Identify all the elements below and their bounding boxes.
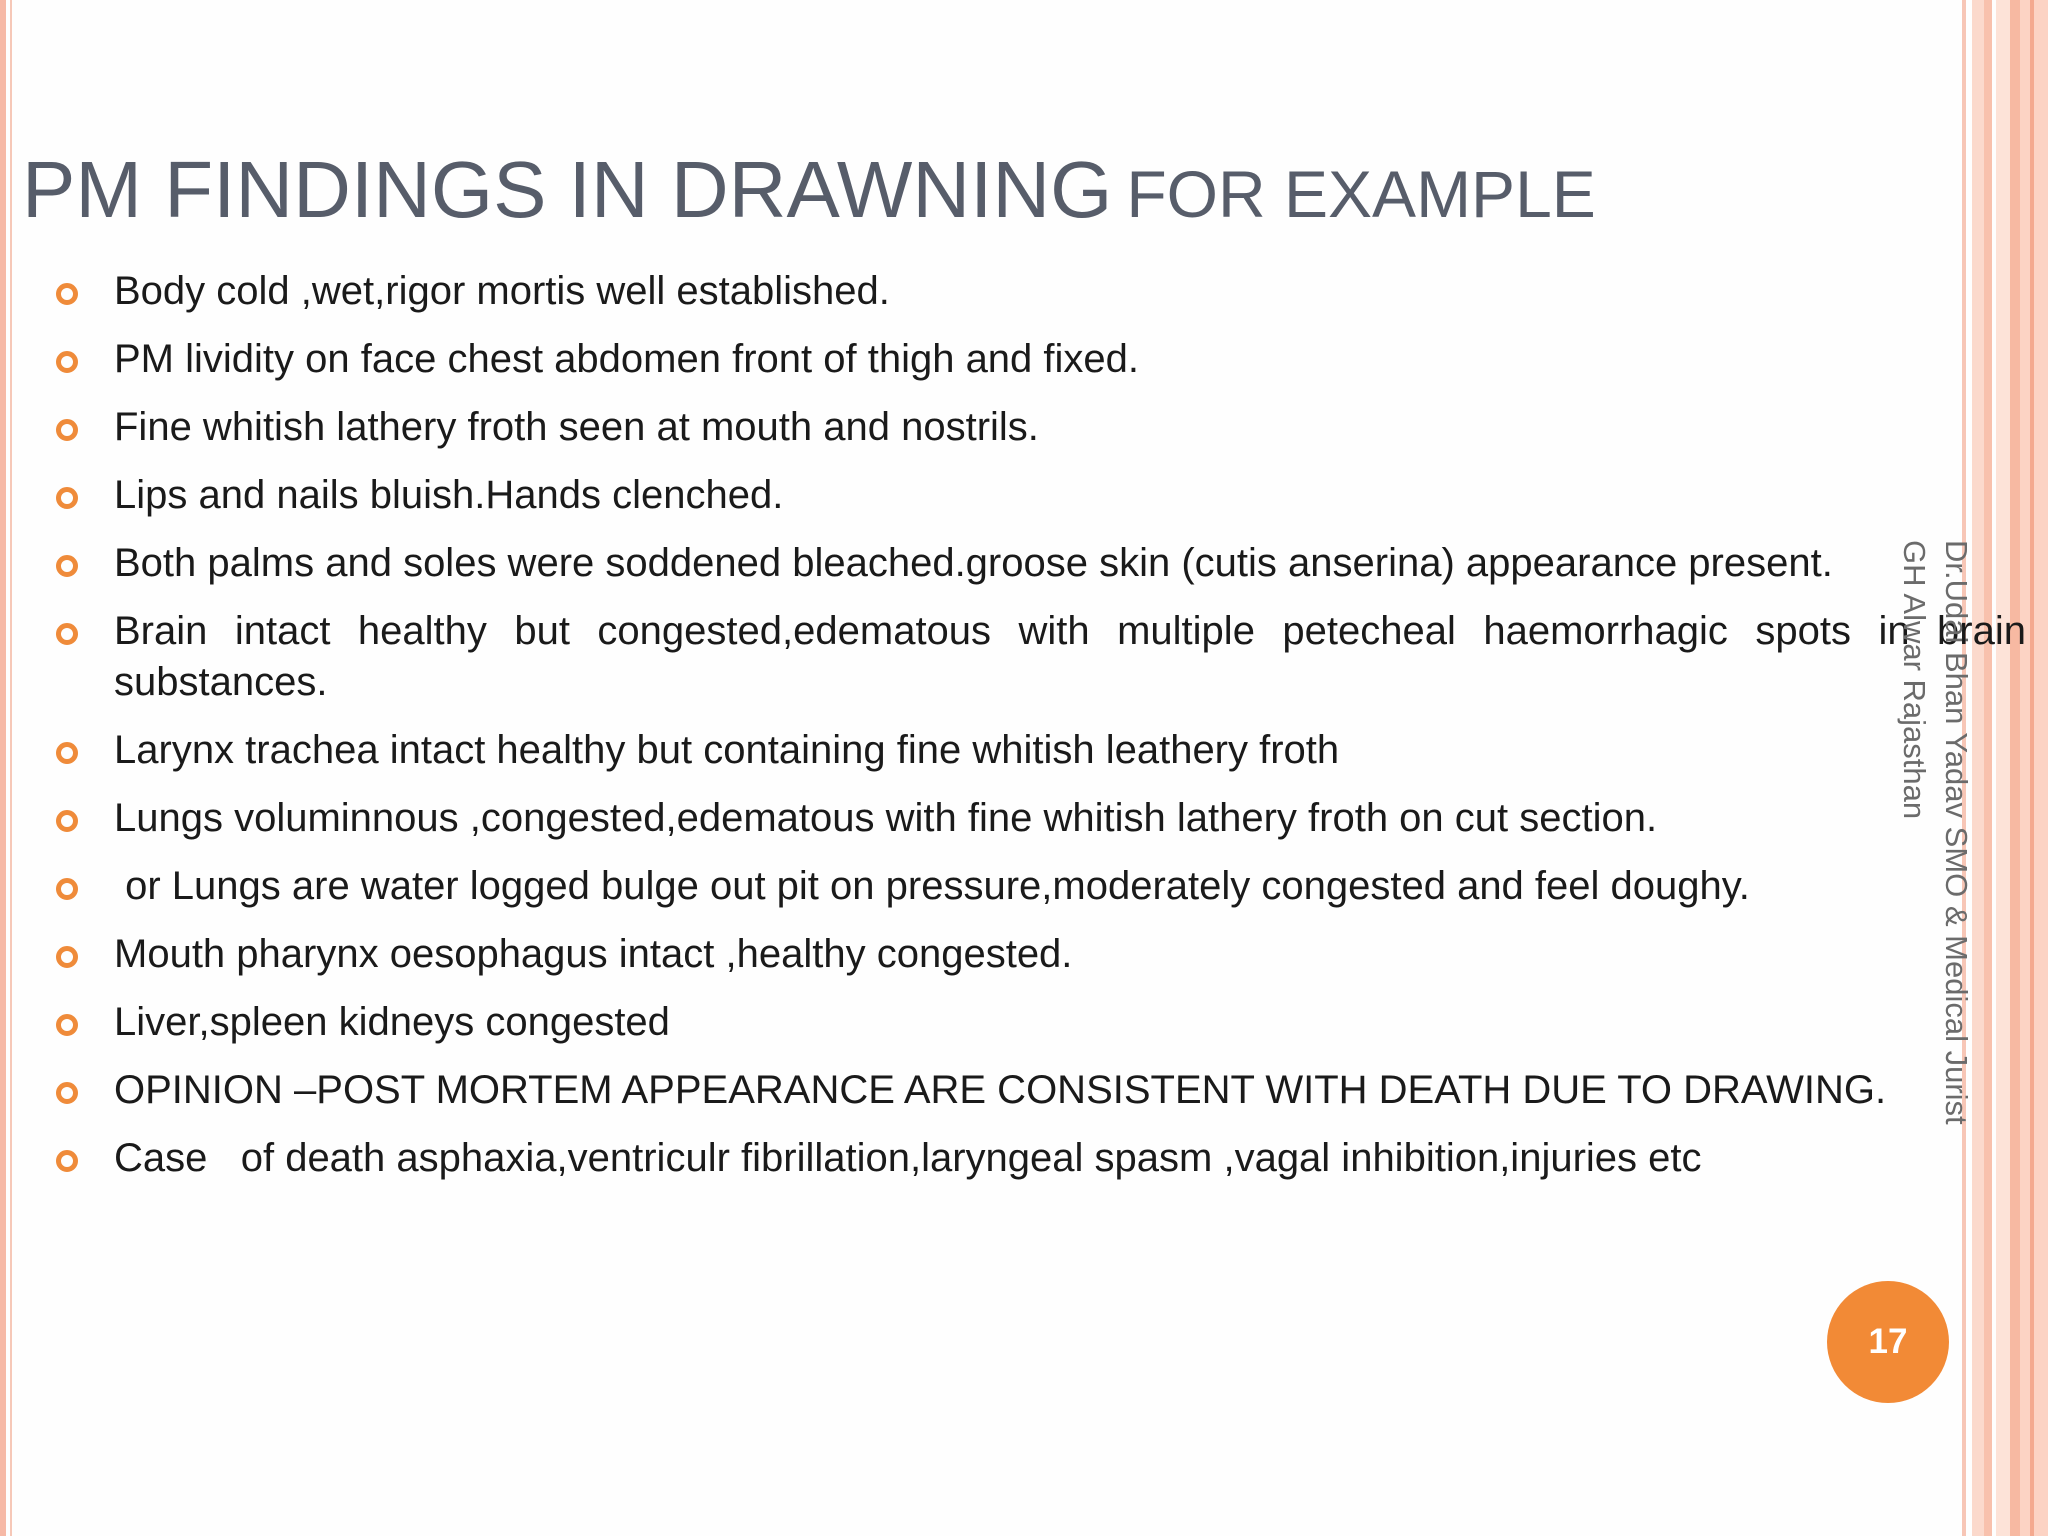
- bullet-text: or Lungs are water logged bulge out pit on pressure,moderately congested and feel doughy.: [114, 864, 1750, 908]
- author-credit-vertical: [1885, 540, 1977, 1140]
- bullet-ring-icon: [56, 419, 78, 441]
- bullet-item: [0, 1065, 2040, 1116]
- bullet-text: Lungs voluminnous ,congested,edematous with fine whitish lathery froth on cut section.: [114, 796, 1658, 840]
- bullet-item: [0, 793, 2040, 844]
- bullet-text: Mouth pharynx oesophagus intact ,healthy congested.: [114, 932, 1073, 976]
- bullet-text: OPINION –POST MORTEM APPEARANCE ARE CONSISTENT WITH DEATH DUE TO DRAWING.: [114, 1068, 1887, 1112]
- bullet-ring-icon: [56, 623, 78, 645]
- bullet-ring-icon: [56, 555, 78, 577]
- bullet-text: Body cold ,wet,rigor mortis well established.: [114, 269, 890, 313]
- slide-title-main: PM FINDINGS IN DRAWNING: [22, 145, 1113, 234]
- bullet-item: [0, 861, 2040, 912]
- bullet-item: [0, 725, 2040, 776]
- bullet-item: [0, 997, 2040, 1048]
- bullet-text: Larynx trachea intact healthy but containing fine whitish leathery froth: [114, 728, 1340, 772]
- bullet-ring-icon: [56, 1082, 78, 1104]
- bullet-text: Both palms and soles were soddened bleached.groose skin (cutis anserina) appearance present.: [114, 541, 1833, 585]
- bullet-ring-icon: [56, 351, 78, 373]
- bullet-item: [0, 1133, 2040, 1184]
- bullet-item: [0, 606, 2040, 708]
- page-number-badge: 17: [1827, 1281, 1949, 1403]
- bullet-text: Liver,spleen kidneys congested: [114, 1000, 670, 1044]
- bullet-text: Brain intact healthy but congested,edematous with multiple petecheal haemorrhagic spots in brain substances.: [114, 609, 2026, 704]
- slide-title: [22, 145, 1596, 234]
- slide-title-sub: FOR EXAMPLE: [1126, 157, 1596, 231]
- bullet-item: [0, 929, 2040, 980]
- bullet-item: [0, 334, 2040, 385]
- bullet-item: [0, 402, 2040, 453]
- author-credit-line1: Dr.Udai Bhan Yadav SMO & Medical Jurist: [1939, 540, 1974, 1125]
- bullet-ring-icon: [56, 1150, 78, 1172]
- bullet-item: [0, 266, 2040, 317]
- bullet-ring-icon: [56, 487, 78, 509]
- bullet-ring-icon: [56, 810, 78, 832]
- author-credit-line2: GH Alwar Rajasthan: [1897, 540, 1932, 820]
- bullet-text: Case of death asphaxia,ventriculr fibrillation,laryngeal spasm ,vagal inhibition,injuries etc: [114, 1136, 1702, 1180]
- bullet-list: [0, 266, 2040, 1201]
- bullet-text: Lips and nails bluish.Hands clenched.: [114, 473, 784, 517]
- bullet-ring-icon: [56, 946, 78, 968]
- bullet-item: [0, 470, 2040, 521]
- bullet-ring-icon: [56, 283, 78, 305]
- bullet-text: Fine whitish lathery froth seen at mouth and nostrils.: [114, 405, 1039, 449]
- bullet-text: PM lividity on face chest abdomen front of thigh and fixed.: [114, 337, 1140, 381]
- bullet-ring-icon: [56, 878, 78, 900]
- bullet-item: [0, 538, 2040, 589]
- bullet-ring-icon: [56, 742, 78, 764]
- bullet-ring-icon: [56, 1014, 78, 1036]
